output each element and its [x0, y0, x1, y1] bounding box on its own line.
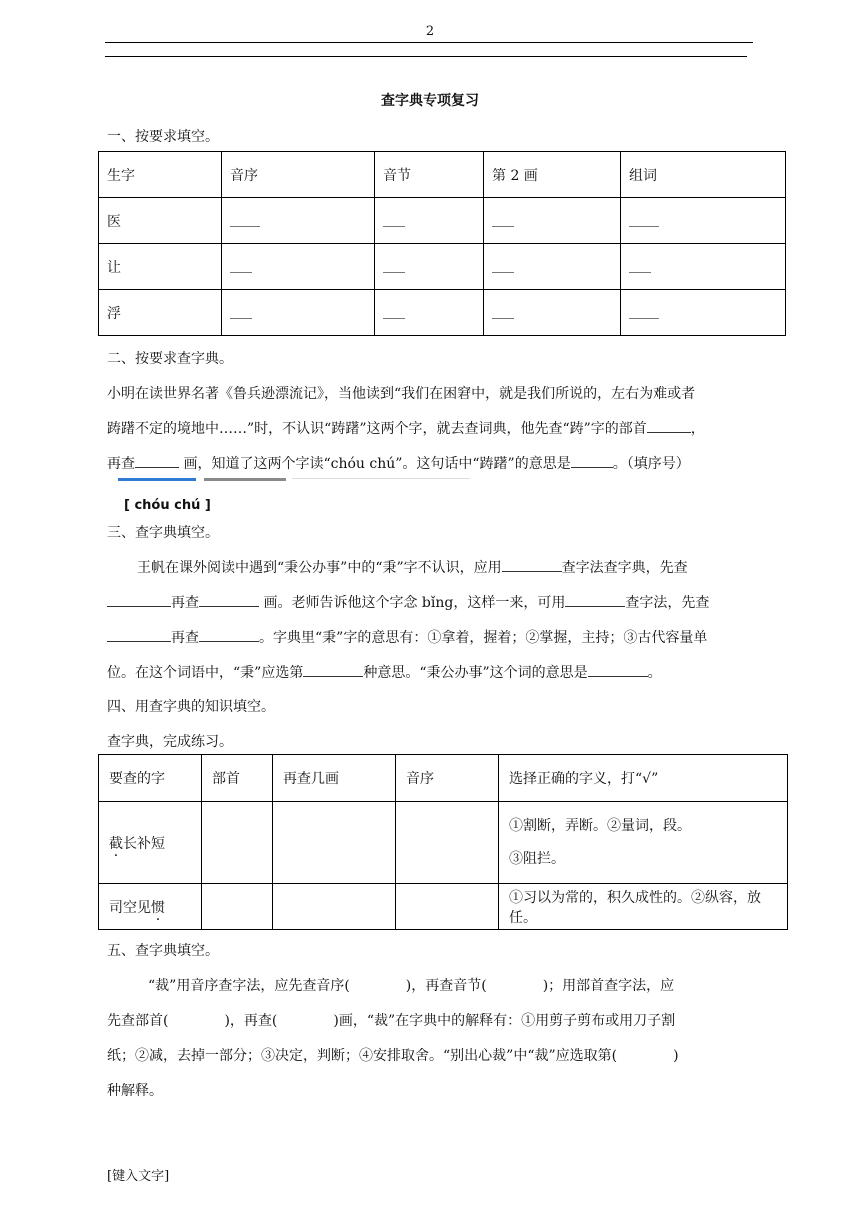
text: 王帆在课外阅读中遇到“秉公办事”中的“秉”字不认识，应用 — [137, 560, 502, 576]
text: )画，“裁”在字典中的解释有：①用剪子剪布或用刀子割 — [333, 1013, 676, 1029]
answer-blank[interactable] — [565, 592, 625, 607]
text: 。字典里“秉”字的意思有：①拿着，握着；②掌握，主持；③古代容量单 — [259, 630, 708, 646]
text: 纸；②减，去掉一部分；③决定，判断；④安排取舍。“别出心裁”中“裁”应选取第( — [107, 1048, 618, 1064]
table-row — [99, 802, 788, 884]
answer-blank[interactable] — [375, 290, 484, 336]
text: 位。在这个词语中，“秉”应选第 — [107, 665, 304, 681]
page-title: 查字典专项复习 — [381, 93, 479, 109]
answer-cell[interactable] — [273, 802, 396, 884]
answer-blank[interactable] — [107, 592, 171, 607]
section2-text — [107, 453, 690, 473]
section4-heading: 四、用查字典的知识填空。 — [107, 699, 275, 715]
text: 再查 — [107, 456, 135, 472]
page-number: 2 — [425, 24, 435, 39]
char-cell: 浮 — [99, 290, 222, 336]
answer-blank[interactable] — [484, 244, 621, 290]
answer-blank[interactable] — [647, 418, 691, 433]
table-row — [99, 198, 786, 244]
section1-table — [98, 151, 786, 336]
text: )，再查音节( — [405, 978, 487, 994]
section3-heading: 三、查字典填空。 — [107, 525, 219, 541]
col-header: 音节 — [375, 152, 484, 198]
col-header: 生字 — [99, 152, 222, 198]
section2-text — [107, 418, 705, 438]
text: 先查部首( — [107, 1013, 169, 1029]
phrase-target-char: 惯 — [151, 899, 165, 916]
col-header: 要查的字 — [99, 755, 202, 802]
table-row — [99, 290, 786, 336]
answer-cell[interactable] — [202, 802, 273, 884]
text: 。（填序号） — [612, 456, 690, 472]
col-header: 组词 — [621, 152, 786, 198]
table-header-row — [99, 152, 786, 198]
answer-blank[interactable] — [303, 662, 363, 677]
phrase-text: 长补短 — [123, 835, 165, 852]
section5-heading: 五、查字典填空。 — [107, 943, 219, 959]
footer-placeholder: [键入文字] — [107, 1169, 170, 1184]
table-row — [99, 244, 786, 290]
section2-heading: 二、按要求查字典。 — [107, 351, 233, 367]
answer-blank[interactable] — [199, 627, 259, 642]
section5-text: 种解释。 — [107, 1083, 163, 1099]
answer-blank[interactable] — [107, 627, 171, 642]
tab-bar-rule — [292, 478, 470, 479]
section5-text — [107, 1010, 675, 1030]
phrase-cell — [99, 884, 202, 930]
section3-text — [107, 592, 709, 612]
table-row — [99, 884, 788, 930]
section5-text — [107, 1045, 679, 1065]
col-header: 部首 — [202, 755, 273, 802]
text: 查字法，先查 — [625, 595, 710, 611]
text: )，再查( — [224, 1013, 278, 1029]
section3-text — [107, 627, 707, 647]
answer-blank[interactable] — [199, 592, 259, 607]
section3-text — [137, 557, 688, 577]
answer-blank[interactable] — [621, 198, 786, 244]
table-header-row — [99, 755, 788, 802]
col-header: 再查几画 — [273, 755, 396, 802]
answer-blank[interactable] — [222, 244, 375, 290]
text: 画。老师告诉他这个字念 bǐng，这样一来，可用 — [263, 595, 566, 611]
text: ) — [673, 1048, 679, 1064]
answer-cell[interactable] — [273, 884, 396, 930]
meaning-option: ③阻拦。 — [509, 850, 565, 867]
meaning-option: ①习以为常的，积久成性的。②纵容，放任。 — [509, 889, 761, 926]
answer-blank[interactable] — [135, 453, 179, 468]
tab-bar-active — [118, 478, 196, 481]
text: 种意思。“秉公办事”这个词的意思是 — [363, 665, 588, 681]
section4-table — [98, 754, 788, 930]
pinyin-heading: [ chóu chú ] — [124, 498, 211, 513]
tab-bar — [204, 478, 286, 481]
text: )；用部首查字法，应 — [542, 978, 675, 994]
section2-text: 小明在读世界名著《鲁兵逊漂流记》，当他读到“我们在困窘中，就是我们所说的，左右为难或者 — [107, 386, 696, 402]
answer-blank[interactable] — [502, 557, 562, 572]
header-rule — [105, 42, 753, 43]
text: 再查 — [171, 595, 199, 611]
answer-cell[interactable] — [396, 802, 499, 884]
answer-blank[interactable] — [222, 290, 375, 336]
col-header: 选择正确的字义，打“√” — [499, 755, 788, 802]
answer-blank[interactable] — [375, 198, 484, 244]
answer-cell[interactable] — [202, 884, 273, 930]
text: 。 — [647, 665, 662, 681]
answer-blank[interactable] — [484, 198, 621, 244]
meaning-option: ①割断，弄断。②量词，段。 — [509, 817, 691, 834]
section5-text — [148, 975, 674, 995]
col-header: 第 2 画 — [484, 152, 621, 198]
answer-blank[interactable] — [621, 290, 786, 336]
phrase-cell — [99, 802, 202, 884]
text: “裁”用音序查字法，应先查音序( — [148, 978, 350, 994]
text: 再查 — [171, 630, 199, 646]
phrase-target-char: 截 — [109, 835, 123, 852]
meaning-cell[interactable] — [499, 802, 788, 884]
section1-heading: 一、按要求填空。 — [107, 129, 219, 145]
header-rule-2 — [105, 56, 747, 57]
answer-cell[interactable] — [396, 884, 499, 930]
col-header: 音序 — [222, 152, 375, 198]
answer-blank[interactable] — [222, 198, 375, 244]
answer-blank[interactable] — [375, 244, 484, 290]
char-cell: 医 — [99, 198, 222, 244]
section4-subheading: 查字典，完成练习。 — [107, 734, 233, 750]
text: ， — [690, 421, 705, 437]
answer-blank[interactable] — [588, 662, 648, 677]
phrase-text: 司空见 — [109, 899, 151, 916]
char-cell: 让 — [99, 244, 222, 290]
text: 画，知道了这两个字读“chóu chú”。这句话中“踌躇”的意思是 — [183, 456, 571, 472]
meaning-cell[interactable] — [499, 884, 788, 930]
text: 查字法查字典，先查 — [561, 560, 688, 576]
section3-text — [107, 662, 662, 682]
text: 踌躇不定的境地中……”时，不认识“踌躇”这两个字，就去查词典，他先查“踌”字的部首 — [107, 421, 647, 437]
answer-blank[interactable] — [571, 453, 613, 468]
answer-blank[interactable] — [484, 290, 621, 336]
col-header: 音序 — [396, 755, 499, 802]
answer-blank[interactable] — [621, 244, 786, 290]
